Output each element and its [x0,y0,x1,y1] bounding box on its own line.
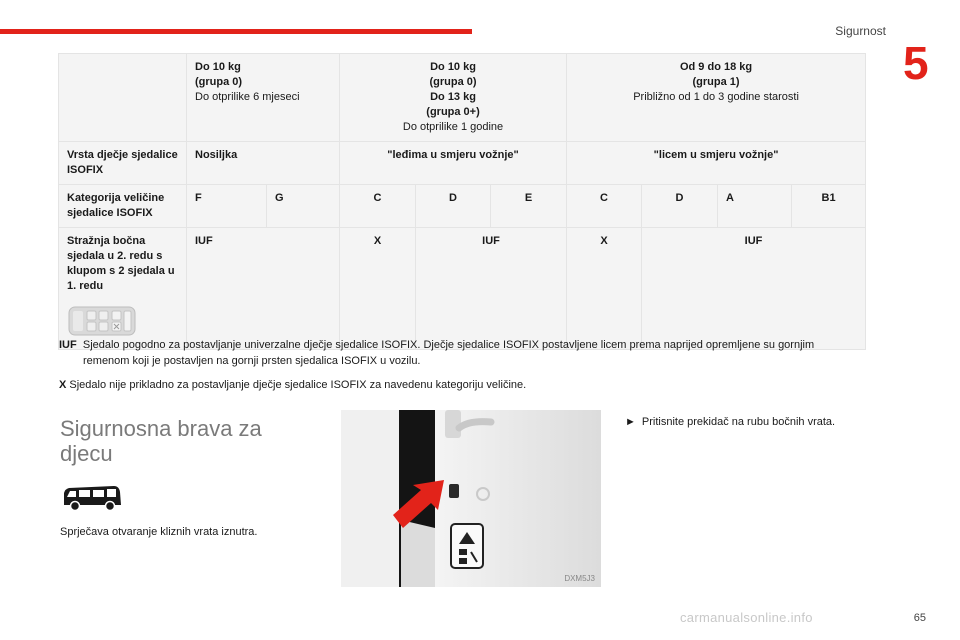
instruction-step: ► Pritisnite prekidač na rubu bočnih vrata. [625,416,836,428]
size-cell: A [718,185,792,228]
type-cell: Nosiljka [187,142,340,185]
seat-cell: IUF [416,228,567,350]
note-iuf: IUF Sjedalo pogodno za postavljanje univerzalne dječje sjedalice ISOFIX. Dječje sjedalice ISOFIX postavljene licem prema naprijed opremljene su gornjim remenom koji je postavljen na gornji prsten sjedalica ISOFIX u vozilu. [59,339,815,367]
type-cell: "licem u smjeru vožnje" [567,142,866,185]
size-cell: G [267,185,340,228]
size-cell: D [642,185,718,228]
section-heading: Sigurnosna brava za djecu [60,416,262,466]
header-red-bar [0,29,472,34]
size-cell: F [187,185,267,228]
section-name: Sigurnost [835,24,886,38]
size-cell: C [567,185,642,228]
size-cell: D [416,185,491,228]
row-header-seat: Stražnja bočna sjedala u 2. redu s klupom s 2 sjedala u 1. redu [59,228,187,350]
section-description: Sprječava otvaranje kliznih vrata iznutra. [60,526,258,538]
type-cell: "leđima u smjeru vožnje" [340,142,567,185]
chapter-number: 5 [903,37,929,89]
group-header-cell: Do 10 kg (grupa 0) Do 13 kg (grupa 0+) Do otprilike 1 godine [340,54,567,142]
bullet-arrow-icon: ► [625,416,636,428]
note-x: X Sjedalo nije prikladno za postavljanje dječje sjedalice ISOFIX za navedenu kategoriju veličine. [59,379,527,391]
door-lock-photo [341,410,601,587]
table-row [59,185,866,228]
row-header-size: Kategorija veličine sjedalice ISOFIX [59,185,187,228]
legend-notes [59,337,859,401]
table-row [59,54,866,142]
seat-cell: IUF [642,228,866,350]
row-header-type: Vrsta dječje sjedalice ISOFIX [59,142,187,185]
watermark: carmanualsonline.info [680,610,813,625]
size-cell: B1 [792,185,866,228]
van-side-icon [60,480,124,517]
seat-cell: X [340,228,416,350]
table-corner-cell [59,54,187,142]
photo-code: DXM5J3 [564,574,595,583]
table-row [59,228,866,350]
group-header-cell: Od 9 do 18 kg (grupa 1) Približno od 1 do 3 godine starosti [567,54,866,142]
seat-cell: IUF [187,228,340,350]
table-row [59,142,866,185]
group-header-cell: Do 10 kg (grupa 0) Do otprilike 6 mjeseci [187,54,340,142]
size-cell: C [340,185,416,228]
size-cell: E [491,185,567,228]
seat-cell: X [567,228,642,350]
isofix-table [58,53,866,350]
page-number: 65 [913,612,926,624]
